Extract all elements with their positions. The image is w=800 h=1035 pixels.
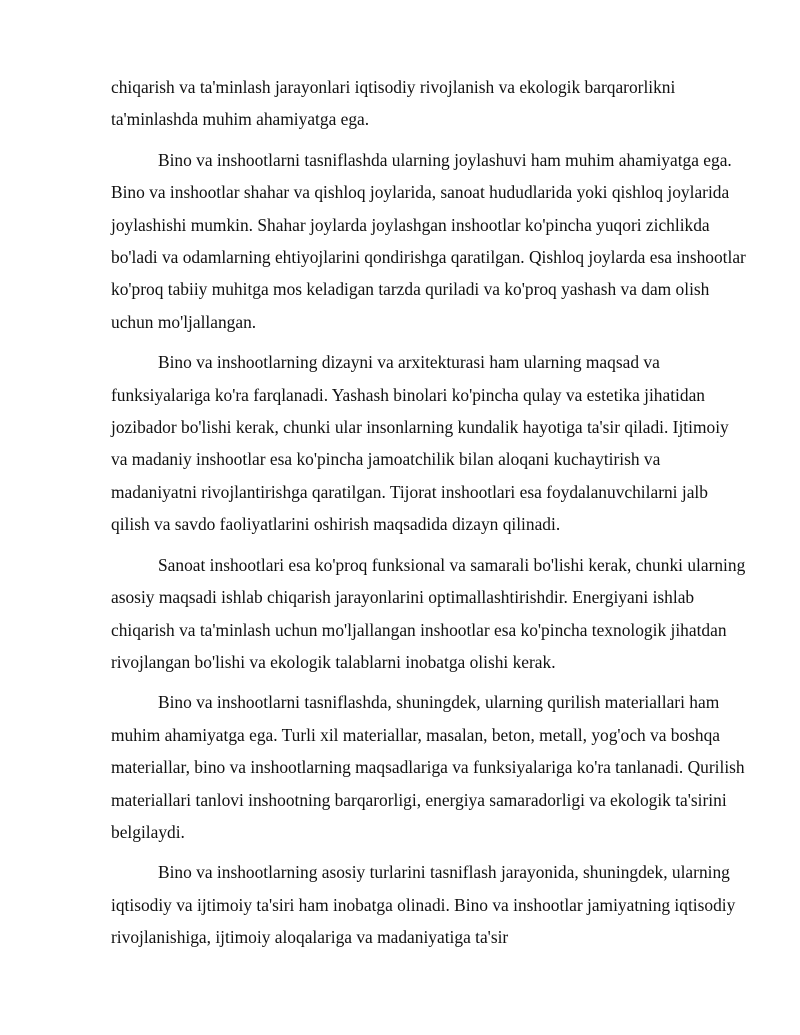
paragraph-6: Bino va inshootlarning asosiy turlarini tasniflash jarayonida, shuningdek, ularning iqtisodiy va ijtimoiy ta'siri ham inobatga olinadi. Bino va inshootlar jamiyatning iqtisodiy rivojlanishiga, ijtimoiy aloqalariga va madaniyatiga ta'sir: [111, 862, 736, 948]
paragraph-3: Bino va inshootlarning dizayni va arxitekturasi ham ularning maqsad va funksiyalariga ko'ra farqlanadi. Yashash binolari ko'pincha qulay va estetika jihatidan jozibador bo'lishi kerak, chunki ular insonlarning kundalik hayotiga ta'sir qiladi. Ijtimoiy va madaniy inshootlar esa ko'pincha jamoatchilik bilan aloqani kuchaytirish va madaniyatni rivojlantirishga qaratilgan. Tijorat inshootlari esa foydalanuvchilarni jalb qilish va savdo faoliyatlarini oshirish maqsadida dizayn qilinadi.: [111, 352, 729, 535]
document-body: [111, 71, 746, 954]
paragraph-5: Bino va inshootlarni tasniflashda, shuningdek, ularning qurilish materiallari ham muhim ahamiyatga ega. Turli xil materiallar, masalan, beton, metall, yog'och va boshqa materiallar, bino va inshootlarning maqsadlariga va funksiyalariga ko'ra tanlanadi. Qurilish materiallari tanlovi inshootning barqarorligi, energiya samaradorligi va ekologik ta'sirini belgilaydi.: [111, 692, 745, 842]
paragraph-4: Sanoat inshootlari esa ko'proq funksional va samarali bo'lishi kerak, chunki ularning asosiy maqsadi ishlab chiqarish jarayonlarini optimallashtirishdir. Energiyani ishlab chiqarish va ta'minlash uchun mo'ljallangan inshootlar esa ko'pincha texnologik jihatdan rivojlangan bo'lishi va ekologik talablarni inobatga olishi kerak.: [111, 554, 746, 672]
paragraph-1: chiqarish va ta'minlash jarayonlari iqtisodiy rivojlanish va ekologik barqarorlikni ta'minlashda muhim ahamiyatga ega.: [111, 77, 676, 130]
paragraph-2: Bino va inshootlarni tasniflashda ularning joylashuvi ham muhim ahamiyatga ega. Bino va inshootlar shahar va qishloq joylarida, sanoat hududlarida yoki qishloq joylarida joylashishi mumkin. Shahar joylarda joylashgan inshootlar ko'pincha yuqori zichlikda bo'ladi va odamlarning ehtiyojlarini qondirishga qaratilgan. Qishloq joylarda esa inshootlar ko'proq tabiiy muhitga mos keladigan tarzda quriladi va ko'proq yashash va dam olish uchun mo'ljallangan.: [111, 149, 746, 332]
